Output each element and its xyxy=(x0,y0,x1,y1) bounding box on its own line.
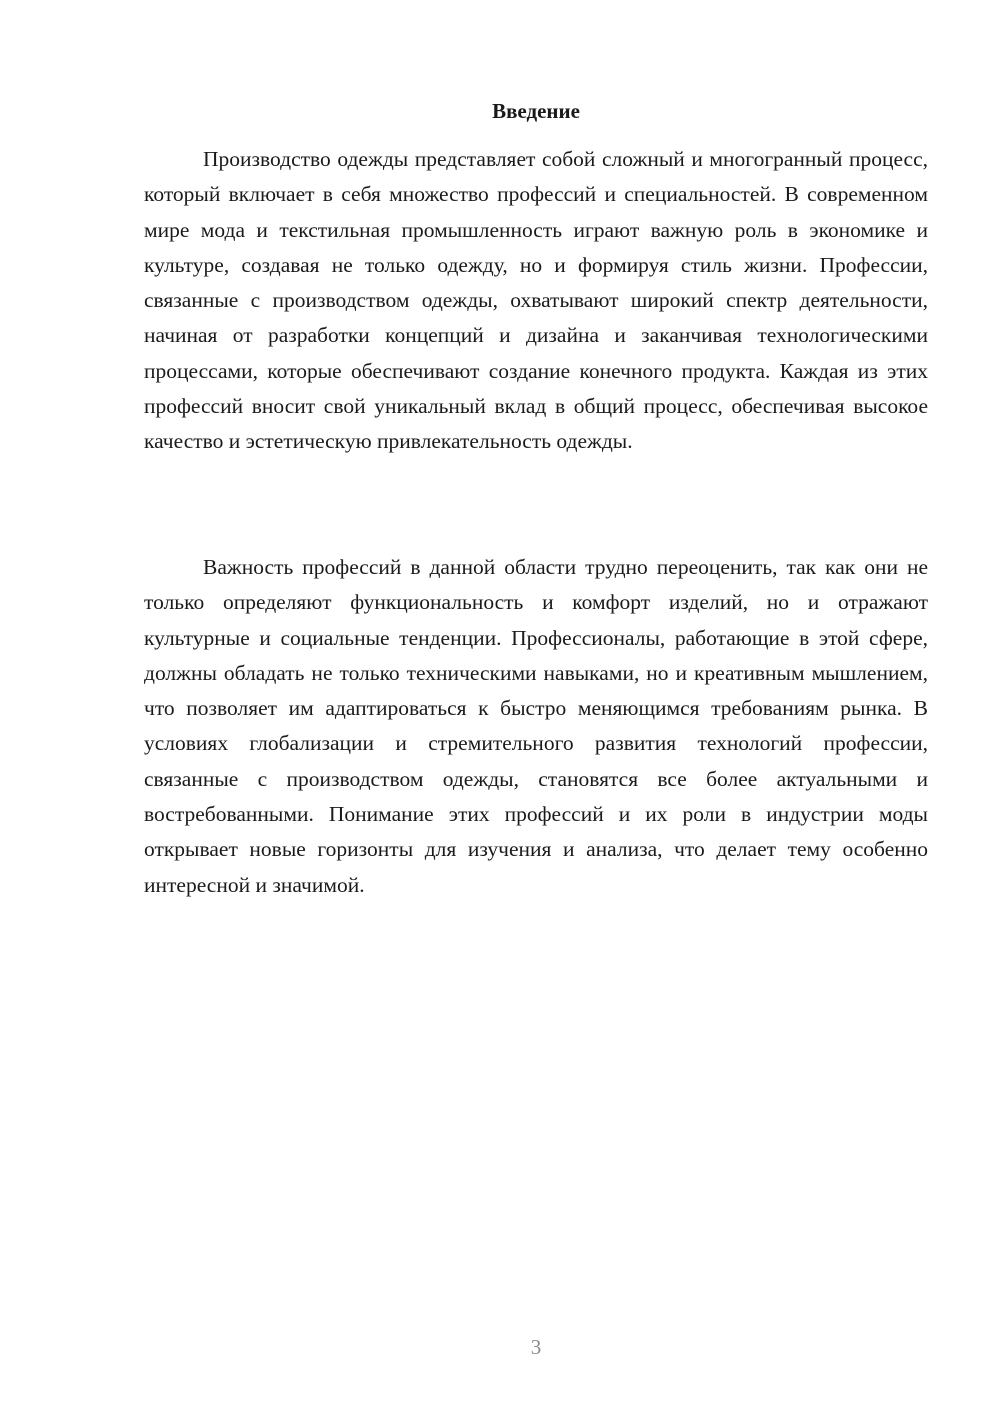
section-heading: Введение xyxy=(492,99,580,123)
body-paragraph-1: Производство одежды представляет собой сложный и многогранный процесс, который включает в себя множество профессий и специальностей. В современном мире мода и текстильная промышленность играют важную роль в экономике и культуре, создавая не только одежду, но и формируя стиль жизни. Профессии, связанные с производством одежды, охватывают широкий спектр деятельности, начиная от разработки концепций и дизайна и заканчивая технологическими процессами, которые обеспечивают создание конечного продукта. Каждая из этих профессий вносит свой уникальный вклад в общий процесс, обеспечивая высокое качество и эстетическую привлекательность одежды. xyxy=(144,147,928,454)
body-paragraph-2: Важность профессий в данной области трудно переоценить, так как они не только определяют функциональность и комфорт изделий, но и отражают культурные и социальные тенденции. Профессионалы, работающие в этой сфере, должны обладать не только техническими навыками, но и креативным мышлением, что позволяет им адаптироваться к быстро меняющимся требованиям рынка. В условиях глобализации и стремительного развития технологий профессии, связанные с производством одежды, становятся все более актуальными и востребованными. Понимание этих профессий и их роли в индустрии моды открывает новые горизонты для изучения и анализа, что делает тему особенно интересной и значимой. xyxy=(144,555,928,897)
page-number: 3 xyxy=(530,1335,542,1359)
